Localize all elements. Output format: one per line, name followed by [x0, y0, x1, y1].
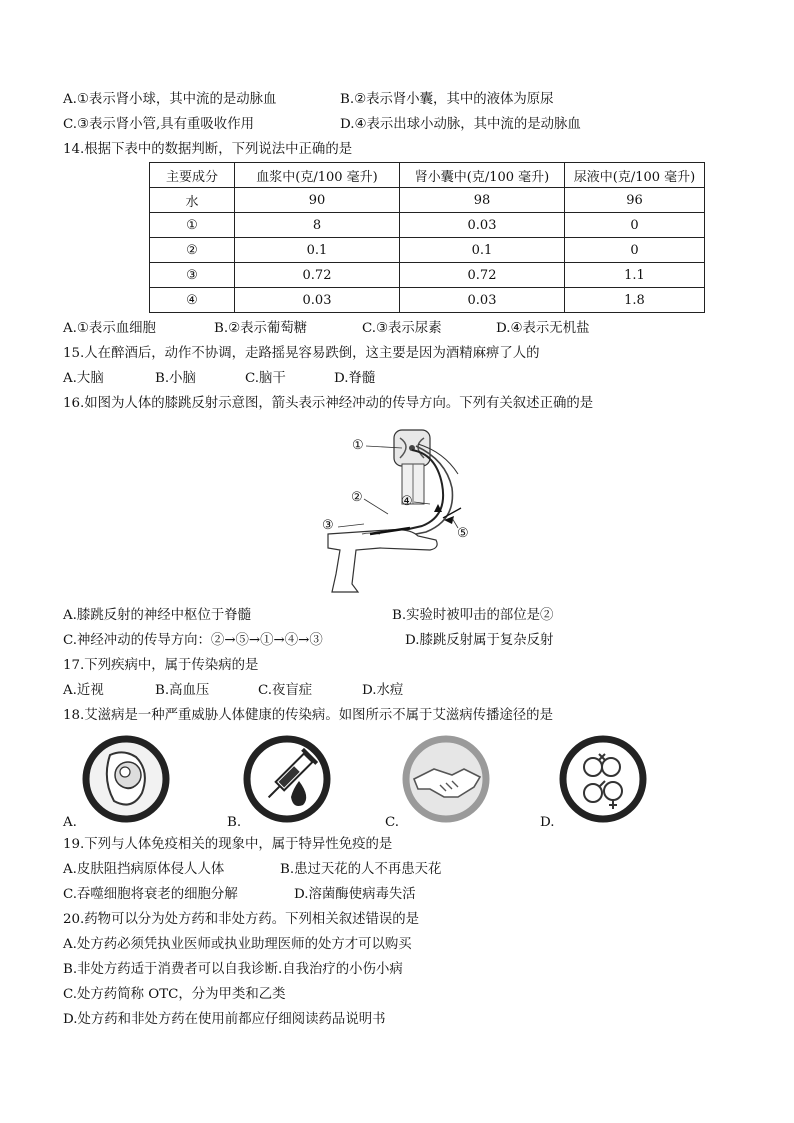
q15-option-c: C.脑干: [245, 371, 286, 386]
q20-option-c: C.处方药简称 OTC，分为甲类和乙类: [63, 987, 286, 1002]
table-header-row: [150, 163, 705, 188]
table-header-cell: 血浆中(克/100 毫升): [235, 163, 400, 188]
q19-option-c: C.吞噬细胞将衰老的细胞分解: [63, 887, 238, 902]
table-row: [150, 188, 705, 213]
table-row: [150, 238, 705, 263]
table-cell: ②: [150, 238, 235, 263]
table-cell: ①: [150, 213, 235, 238]
q13-option-c: C.③表示肾小管,具有重吸收作用: [63, 117, 254, 132]
table-cell: 0.03: [400, 213, 565, 238]
q15-option-a: A.大脑: [63, 371, 104, 386]
table-row: [150, 288, 705, 313]
table-cell: 1.1: [565, 263, 705, 288]
q17-option-a: A.近视: [63, 683, 104, 698]
table-cell: 0.03: [235, 288, 400, 313]
q14-option-d: D.④表示无机盐: [496, 321, 590, 336]
q14-stem: 14.根据下表中的数据判断，下列说法中正确的是: [63, 142, 353, 157]
q19-option-a: A.皮肤阻挡病原体侵人人体: [63, 862, 225, 877]
q16-stem: 16.如图为人体的膝跳反射示意图，箭头表示神经冲动的传导方向。下列有关叙述正确的是: [63, 396, 594, 411]
table-cell: 0: [565, 213, 705, 238]
q16-option-a: A.膝跳反射的神经中枢位于脊髓: [63, 608, 252, 623]
q16-option-d: D.膝跳反射属于复杂反射: [405, 633, 554, 648]
q16-option-b: B.实验时被叩击的部位是②: [392, 608, 554, 623]
table-cell: 8: [235, 213, 400, 238]
table-cell: ④: [150, 288, 235, 313]
table-cell: 0.03: [400, 288, 565, 313]
q15-option-b: B.小脑: [155, 371, 196, 386]
knee-jerk-reflex-diagram: [318, 424, 478, 594]
syringe-blood-icon: [241, 735, 333, 823]
q17-option-d: D.水痘: [362, 683, 404, 698]
q18-option-a: A.: [63, 815, 77, 830]
q18-option-c: C.: [385, 815, 400, 830]
q13-option-d: D.④表示出球小动脉，其中流的是动脉血: [340, 117, 581, 132]
table-cell: 0.1: [235, 238, 400, 263]
q14-option-c: C.③表示尿素: [362, 321, 442, 336]
figure-label-2: ②: [351, 490, 363, 505]
q20-option-d: D.处方药和非处方药在使用前都应仔细阅读药品说明书: [63, 1012, 386, 1027]
table-cell: ③: [150, 263, 235, 288]
q19-stem: 19.下列与人体免疫相关的现象中，属于特异性免疫的是: [63, 837, 393, 852]
figure-label-3: ③: [322, 518, 334, 533]
q17-stem: 17.下列疾病中，属于传染病的是: [63, 658, 259, 673]
table-cell: 0.72: [400, 263, 565, 288]
table-cell: 1.8: [565, 288, 705, 313]
table-cell: 96: [565, 188, 705, 213]
figure-label-1: ①: [352, 438, 364, 453]
table-cell: 98: [400, 188, 565, 213]
q18-option-d: D.: [540, 815, 555, 830]
q17-option-c: C.夜盲症: [258, 683, 313, 698]
q14-option-b: B.②表示葡萄糖: [214, 321, 308, 336]
table-row: [150, 213, 705, 238]
q13-option-b: B.②表示肾小囊，其中的液体为原尿: [340, 92, 554, 107]
q20-stem: 20.药物可以分为处方药和非处方药。下列相关叙述错误的是: [63, 912, 420, 927]
table-header-cell: 肾小囊中(克/100 毫升): [400, 163, 565, 188]
q19-option-d: D.溶菌酶使病毒失活: [294, 887, 416, 902]
figure-label-5: ⑤: [457, 526, 469, 541]
table-cell: 90: [235, 188, 400, 213]
q14-option-a: A.①表示血细胞: [63, 321, 156, 336]
q17-option-b: B.高血压: [155, 683, 210, 698]
gender-symbols-icon: [557, 735, 649, 823]
q19-option-b: B.患过天花的人不再患天花: [280, 862, 442, 877]
table-header-cell: 尿液中(克/100 毫升): [565, 163, 705, 188]
q18-option-b: B.: [227, 815, 242, 830]
figure-label-4: ④: [401, 494, 413, 509]
q16-option-c: C.神经冲动的传导方向：②→⑤→①→④→③: [63, 633, 323, 648]
table-row: [150, 263, 705, 288]
mother-baby-icon: [80, 735, 172, 823]
q15-option-d: D.脊髓: [334, 371, 376, 386]
table-cell: 0.1: [400, 238, 565, 263]
q20-option-a: A.处方药必须凭执业医师或执业助理医师的处方才可以购买: [63, 937, 412, 952]
q20-option-b: B.非处方药适于消费者可以自我诊断.自我治疗的小伤小病: [63, 962, 403, 977]
table-cell: 0: [565, 238, 705, 263]
knee-jerk-reflex-icon: [318, 424, 478, 594]
table-cell: 0.72: [235, 263, 400, 288]
q13-option-a: A.①表示肾小球，其中流的是动脉血: [63, 92, 277, 107]
handshake-icon: [400, 735, 492, 823]
q15-stem: 15.人在醉酒后，动作不协调，走路摇晃容易跌倒，这主要是因为酒精麻痹了人的: [63, 346, 540, 361]
table-header-cell: 主要成分: [150, 163, 235, 188]
q18-stem: 18.艾滋病是一种严重威胁人体健康的传染病。如图所示不属于艾滋病传播途径的是: [63, 708, 553, 723]
q14-data-table: [149, 162, 705, 313]
table-cell: 水: [150, 188, 235, 213]
